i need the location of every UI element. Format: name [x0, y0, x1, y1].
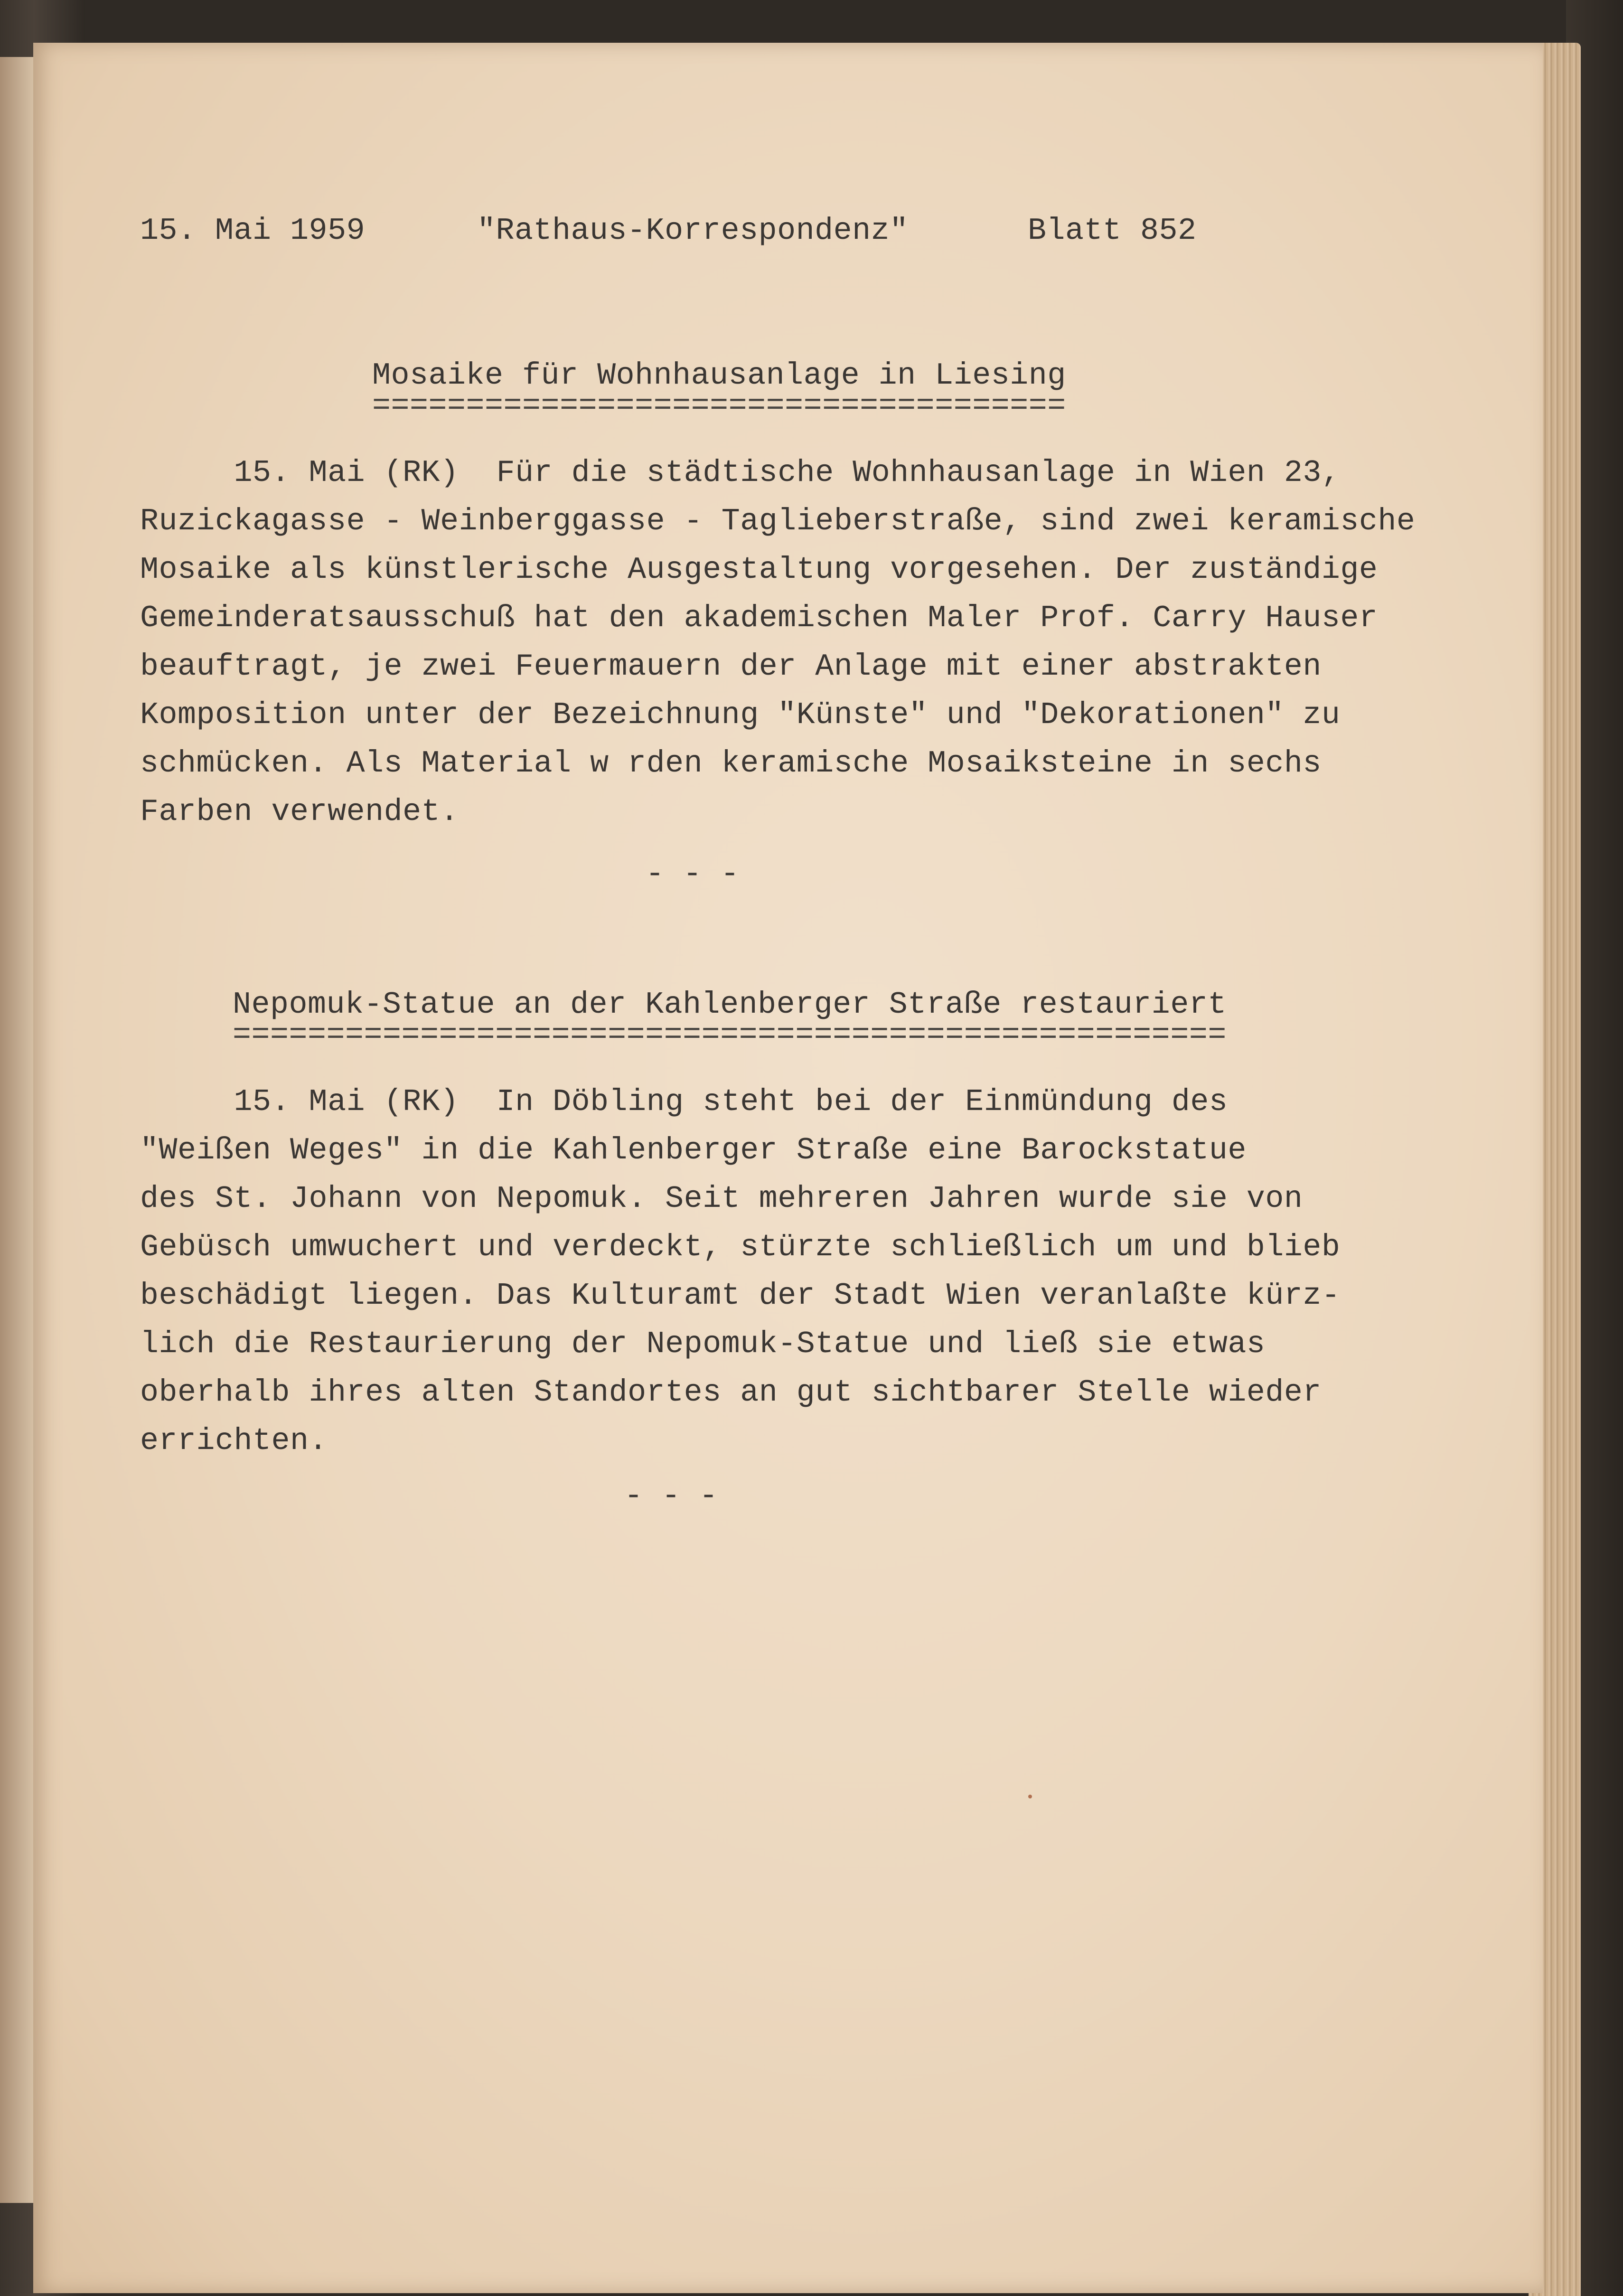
document-page [33, 43, 1543, 2293]
article-2-body [140, 1078, 1340, 1465]
article-2-separator: - - - [624, 1478, 718, 1514]
article-2-title-underline: ===================================================== [233, 1017, 1227, 1053]
article-1-line: schmücken. Als Material w rden keramische Mosaiksteine in sechs [140, 746, 1322, 781]
article-1-separator: - - - [646, 856, 740, 892]
article-1-title-underline: ===================================== [372, 388, 1066, 423]
article-2-line: des St. Johann von Nepomuk. Seit mehreren Jahren wurde sie von [140, 1181, 1303, 1216]
article-1-line: Farben verwendet. [140, 794, 459, 829]
article-1-body [140, 449, 1415, 836]
article-2-line: Gebüsch umwuchert und verdeckt, stürzte schließlich um und blieb [140, 1230, 1341, 1265]
article-1-line: 15. Mai (RK) Für die städtische Wohnhausanlage in Wien 23, [140, 455, 1341, 490]
article-2-line: lich die Restaurierung der Nepomuk-Statue und ließ sie etwas [140, 1327, 1266, 1362]
article-1-line: Gemeinderatsausschuß hat den akademischen Maler Prof. Carry Hauser [140, 601, 1378, 636]
header-publication: "Rathaus-Korrespondenz" [477, 213, 909, 248]
article-2-line: errichten. [140, 1423, 328, 1459]
article-2-title: Nepomuk-Statue an der Kahlenberger Straße restauriert [233, 987, 1227, 1022]
article-1-title: Mosaike für Wohnhausanlage in Liesing [372, 358, 1066, 393]
article-1-line: Komposition unter der Bezeichnung "Künste" und "Dekorationen" zu [140, 697, 1341, 733]
header-date: 15. Mai 1959 [140, 213, 366, 248]
paper-speck [1028, 1795, 1032, 1798]
article-1-line: beauftragt, je zwei Feuermauern der Anlage mit einer abstrakten [140, 649, 1322, 684]
article-2-line: "Weißen Weges" in die Kahlenberger Straße eine Barockstatue [140, 1133, 1247, 1168]
article-2-line: beschädigt liegen. Das Kulturamt der Stadt Wien veranlaßte kürz- [140, 1278, 1341, 1313]
article-1-line: Ruzickagasse - Weinberggasse - Taglieberstraße, sind zwei keramische [140, 504, 1416, 539]
article-1-line: Mosaike als künstlerische Ausgestaltung vorgesehen. Der zuständige [140, 552, 1378, 587]
article-2-line: oberhalb ihres alten Standortes an gut sichtbarer Stelle wieder [140, 1375, 1322, 1410]
header-sheet-number: Blatt 852 [1028, 213, 1197, 248]
article-2-line: 15. Mai (RK) In Döbling steht bei der Einmündung des [140, 1084, 1228, 1120]
